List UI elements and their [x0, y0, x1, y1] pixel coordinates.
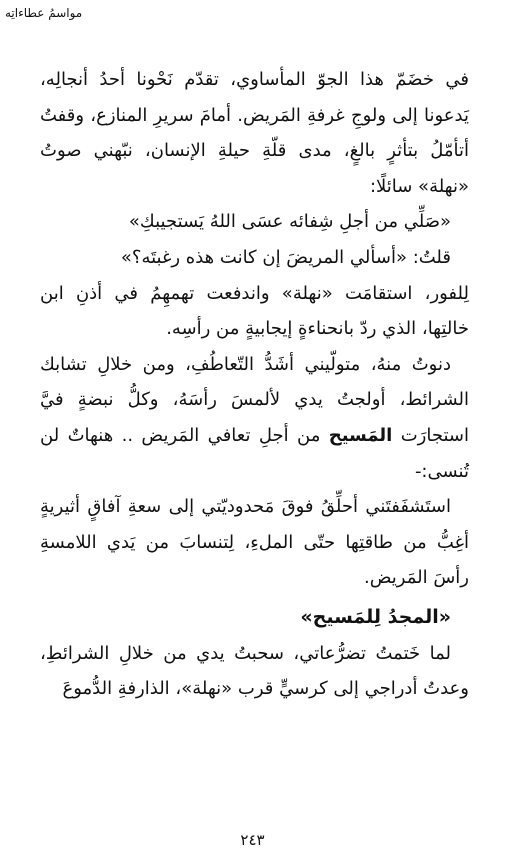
section-heading: «المجدُ لِلمَسيح» — [300, 605, 451, 628]
paragraph-5-bold: المَسيح — [328, 424, 393, 446]
body-text — [40, 62, 469, 707]
paragraph-1: في خضَمّ هذا الجوّ المأساوي، تقدّم نَحْونا أحدُ أنجالِه، يَدعونا إلى ولوجِ غرفةِ المَريض. أمامَ سريرِ المنازع، وقفتُ أتأمّلُ بتأثرٍ بالغٍ، مدى قلّةِ حيلةِ الإنسان، نبّهني صوتُ «نهلة» سائلًا: — [40, 69, 469, 197]
paragraph-7: لما خَتمتُ تضرُّعاتي، سحبتُ يدي من خلالِ الشرائطِ، وعدتُ أدراجي إلى كرسيٍّ قرب «نهلة»، الذارفةِ الدُّموعَ — [40, 642, 469, 700]
paragraph-3: قلتُ: «أسألي المريضَ إن كانت هذه رغبتَه؟» — [120, 246, 451, 268]
running-header: مواسمُ عطاءاتِه — [5, 6, 83, 20]
paragraph-5-end: من أجلِ تعافي المَريض .. هنهاتٌ لن تُنسى:- — [40, 424, 469, 482]
paragraph-2: «صَلِّي من أجلِ شِفائه عسَى اللهُ يَستجيبكِ» — [128, 211, 451, 233]
paragraph-6: استَشفَفتَني أحلِّقُ فوقَ مَحدوديّتي إلى سعةِ آفاقٍ أثيريةٍ أغِبُّ من طاقتِها حتّى الملءِ، لِتنسابَ من يَدي اللامسةِ رأسَ المَريض. — [40, 496, 469, 589]
page-number: ٢٤٣ — [240, 831, 265, 849]
paragraph-4: لِلفور، استقامَت «نهلة» واندفعت تهمهِمُ في أذنِ ابن خالتِها، الذي ردّ بانحناءةٍ إيجابيةٍ من رأسِه. — [40, 282, 469, 340]
paragraph-5-start: دنوتُ منهُ، متولّيني أشَدُّ التّعاطُفِ، ومن خلالِ تشابك الشرائط، أولجتُ يدي لألمسَ رأسَهُ، وكلُّ نبضةٍ فيَّ استجارَت — [40, 353, 469, 446]
paragraph-5 — [40, 347, 469, 489]
